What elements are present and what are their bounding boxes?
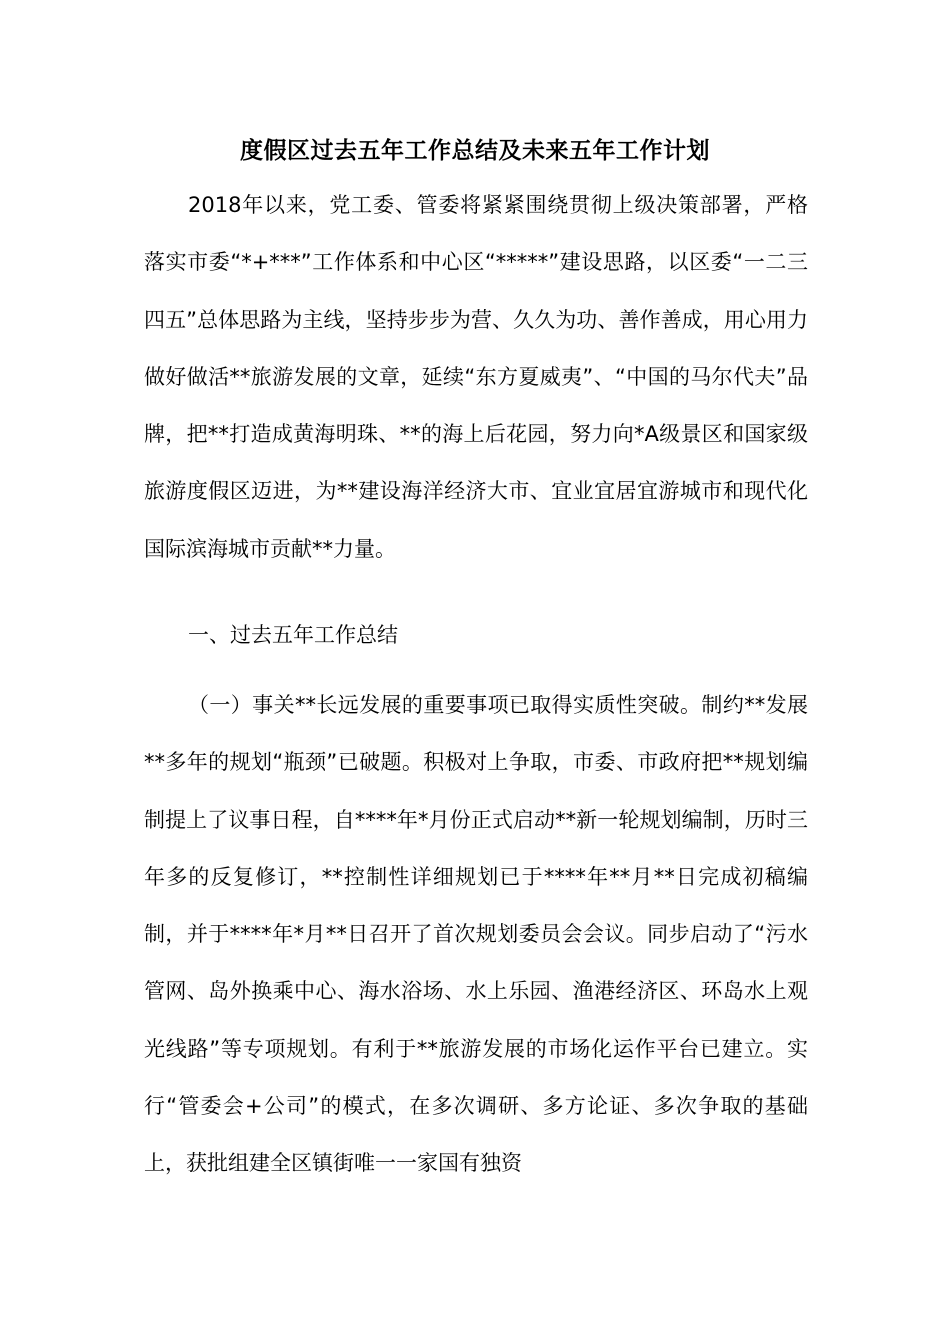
intro-section xyxy=(144,177,808,578)
section-heading-block xyxy=(144,607,808,664)
section-body xyxy=(144,677,808,1193)
section-paragraph: （一）事关**长远发展的重要事项已取得实质性突破。制约**发展**多年的规划“瓶颈”已破题。积极对上争取，市委、市政府把**规划编制提上了议事日程，自****年*月份正式启动**新一轮规划编制，历时三年多的反复修订，**控制性详细规划已于****年**月**日完成初稿编制，并于****年*月**日召开了首次规划委员会会议。同步启动了“污水管网、岛外换乘中心、海水浴场、水上乐园、渔港经济区、环岛水上观光线路”等专项规划。有利于**旅游发展的市场化运作平台已建立。实行“管委会+公司”的模式，在多次调研、多方论证、多次争取的基础上，获批组建全区镇街唯一一家国有独资 xyxy=(144,693,808,1176)
intro-paragraph: 2018年以来，党工委、管委将紧紧围绕贯彻上级决策部署，严格落实市委“*+***”工作体系和中心区“*****”建设思路，以区委“一二三四五”总体思路为主线，坚持步步为营、久久为功、善作善成，用心用力做好做活**旅游发展的文章，延续“东方夏威夷”、“中国的马尔代夫”品牌，把**打造成黄海明珠、**的海上后花园，努力向*A级景区和国家级旅游度假区迈进，为**建设海洋经济大市、宜业宜居宜游城市和现代化国际滨海城市贡献**力量。 xyxy=(144,193,808,561)
document-title: 度假区过去五年工作总结及未来五年工作计划 xyxy=(240,138,710,164)
section-heading: 一、过去五年工作总结 xyxy=(188,623,398,647)
